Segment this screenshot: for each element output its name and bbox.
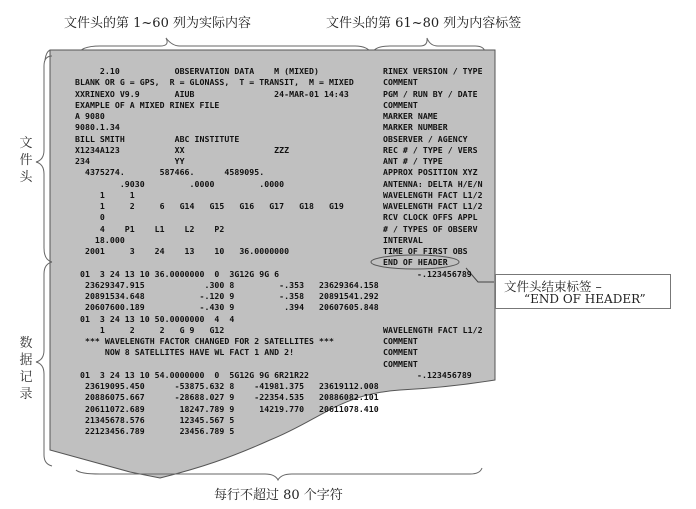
record-label: WAVELENGTH FACT L1/2 [383, 324, 483, 335]
header-data: 2001 3 24 13 10 36.0000000 [75, 246, 290, 256]
header-data: 0 [75, 212, 105, 223]
record-data: 20611072.689 18247.789 9 14219.770 20611078.410 [75, 403, 379, 414]
record-label: COMMENT [383, 336, 418, 346]
header-data: 1 1 [75, 189, 135, 200]
top-right-annotation: 文件头的第 61~80 列为内容标签 [326, 16, 522, 31]
header-data: 4375274. 587466. 4589095. [75, 167, 265, 178]
record-data: 23629347.915 .300 8 -.353 23629364.158 [75, 279, 379, 290]
record-data: 20607600.189 -.430 9 .394 20607605.848 [75, 302, 379, 313]
clock-offset: -.123456789 [417, 268, 472, 279]
record-data: 20891534.648 -.120 9 -.358 20891541.292 [75, 291, 379, 301]
record-data: 01 3 24 13 10 36.0000000 0 3G12G 9G 6 [75, 268, 280, 279]
header-data: .9030 .0000 .0000 [75, 178, 285, 189]
record-data: 1 2 2 G 9 G12 [75, 324, 225, 335]
callout-line2: “END OF HEADER” [524, 292, 646, 306]
header-label: TIME OF FIRST OBS [383, 246, 468, 256]
clock-offset: -.123456789 [417, 369, 472, 380]
record-label: COMMENT [383, 347, 418, 358]
header-label: ANT # / TYPE [383, 156, 443, 166]
record-data: 20886075.667 -28688.027 9 -22354.535 20886082.101 [75, 392, 379, 403]
header-data: BILL SMITH ABC INSTITUTE [75, 133, 240, 144]
header-data: EXAMPLE OF A MIXED RINEX FILE [75, 99, 220, 110]
data-section-annotation: 数据记录 [19, 336, 33, 402]
header-label: WAVELENGTH FACT L1/2 [383, 189, 483, 200]
header-label: RCV CLOCK OFFS APPL [383, 212, 478, 223]
header-data: 2.10 OBSERVATION DATA M (MIXED) [75, 66, 319, 76]
record-data: 23619095.450 -53875.632 8 -41981.375 23619112.008 [75, 381, 379, 391]
header-data: 4 P1 L1 L2 P2 [75, 223, 225, 234]
header-data: 18.000 [75, 234, 125, 245]
record-data: NOW 8 SATELLITES HAVE WL FACT 1 AND 2! [75, 347, 295, 358]
header-label: OBSERVER / AGENCY [383, 133, 468, 144]
header-data: BLANK OR G = GPS, R = GLONASS, T = TRANSIT, M = MIXED [75, 77, 354, 88]
header-label: INTERVAL [383, 234, 423, 245]
header-data: 1 2 6 G14 G15 G16 G17 G18 G19 [75, 201, 344, 211]
header-label: COMMENT [383, 99, 418, 110]
header-label: PGM / RUN BY / DATE [383, 88, 478, 99]
header-label: MARKER NAME [383, 111, 438, 121]
header-label: WAVELENGTH FACT L1/2 [383, 201, 483, 211]
header-data: XXRINEXO V9.9 AIUB 24-MAR-01 14:43 [75, 88, 349, 99]
record-data: *** WAVELENGTH FACTOR CHANGED FOR 2 SATELLITES *** [75, 336, 334, 346]
record-data: 01 3 24 13 10 54.0000000 0 5G12G 9G 6R21R22 [75, 369, 310, 380]
end-of-header-label: END OF HEADER [383, 257, 448, 268]
record-data: 01 3 24 13 10 50.0000000 4 4 [75, 313, 235, 324]
header-data: 9080.1.34 [75, 122, 120, 133]
header-label: COMMENT [383, 77, 418, 88]
record-data: 21345678.576 12345.567 5 [75, 414, 235, 425]
header-data: X1234A123 XX ZZZ [75, 144, 290, 155]
callout-line1: 文件头结束标签 – [504, 279, 602, 294]
header-data: 234 YY [75, 156, 185, 166]
header-label: RINEX VERSION / TYPE [383, 66, 483, 76]
header-label: ANTENNA: DELTA H/E/N [383, 178, 483, 189]
header-data: A 9080 [75, 111, 105, 121]
header-label: MARKER NUMBER [383, 122, 448, 133]
bottom-annotation: 每行不超过 80 个字符 [214, 488, 343, 503]
top-left-annotation: 文件头的第 1~60 列为实际内容 [64, 16, 251, 31]
record-data: 22123456.789 23456.789 5 [75, 426, 235, 436]
header-label: REC # / TYPE / VERS [383, 144, 478, 155]
record-label: COMMENT [383, 358, 418, 369]
header-label: # / TYPES OF OBSERV [383, 223, 478, 234]
end-of-header-callout [495, 274, 671, 309]
header-label: APPROX POSITION XYZ [383, 167, 478, 178]
header-section-annotation: 文件头 [19, 136, 33, 185]
